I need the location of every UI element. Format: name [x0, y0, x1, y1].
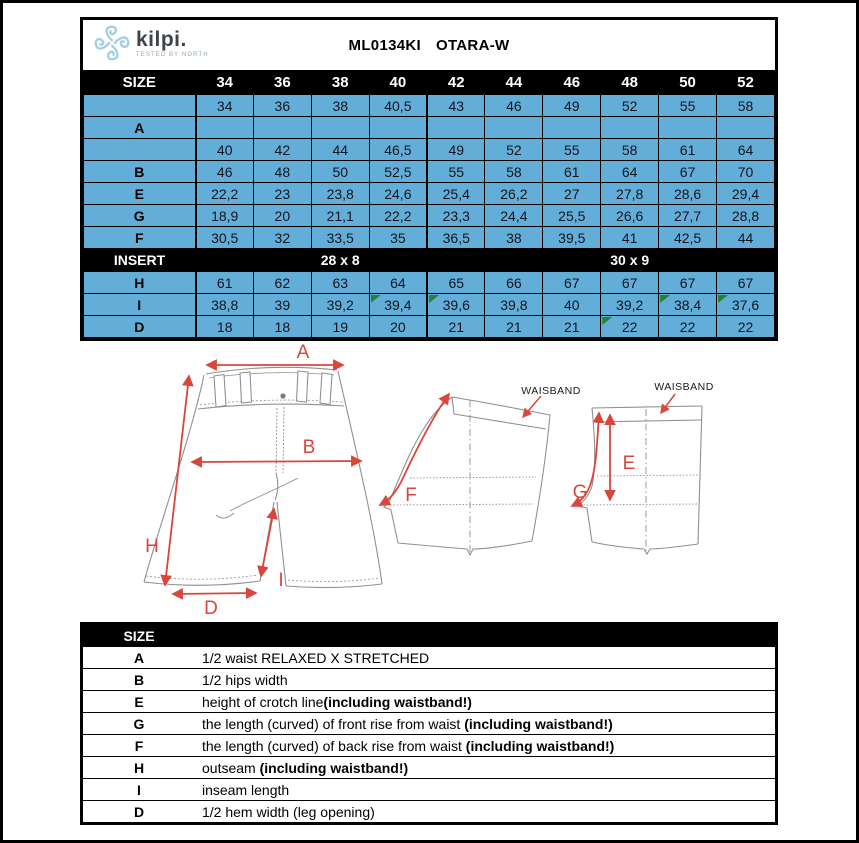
size-value-cell: 21: [427, 316, 485, 338]
product-code: ML0134KI: [348, 36, 421, 54]
legend-key: G: [83, 713, 195, 735]
size-value-cell: 32: [253, 227, 311, 249]
measurement-row: [84, 183, 775, 205]
legend-description: 1/2 hem width (leg opening): [195, 801, 775, 823]
label-D: D: [204, 598, 218, 619]
size-value-cell: 64: [717, 139, 775, 161]
size-value-cell: 58: [485, 161, 543, 183]
size-value-cell: 67: [659, 272, 717, 294]
size-value-cell: 37,6: [717, 294, 775, 316]
size-value-cell: [311, 117, 369, 139]
size-value-cell: 22: [717, 316, 775, 338]
size-value-cell: 64: [601, 161, 659, 183]
green-corner-marker: [371, 295, 381, 303]
insert-value: 28 x 8: [196, 249, 485, 272]
arrow-I: [261, 509, 274, 576]
size-value-cell: 41: [601, 227, 659, 249]
legend-key: I: [83, 779, 195, 801]
legend-description-bold: (including waistband!): [464, 715, 613, 732]
size-value-cell: 25,4: [427, 183, 485, 205]
size-value-cell: 22: [659, 316, 717, 338]
arrow-D: [173, 593, 256, 594]
measurement-row-label: A: [84, 117, 196, 139]
legend-description: inseam length: [195, 779, 775, 801]
size-value-cell: 49: [427, 139, 485, 161]
size-value-cell: 38: [485, 227, 543, 249]
label-A: A: [296, 342, 310, 363]
size-value-cell: [659, 117, 717, 139]
brand-wordmark: kilpi.: [136, 27, 187, 51]
green-corner-marker: [718, 295, 728, 303]
size-value-cell: 61: [543, 161, 601, 183]
legend-row: [83, 801, 775, 823]
size-column-header: 52: [717, 71, 775, 95]
size-value-cell: 39: [253, 294, 311, 316]
legend-description: outseam (including waistband!): [195, 757, 775, 779]
size-value-cell: 36: [253, 95, 311, 117]
size-value-cell: 21,1: [311, 205, 369, 227]
size-value-cell: 27: [543, 183, 601, 205]
size-value-cell: 61: [196, 272, 254, 294]
size-value-cell: 52: [485, 139, 543, 161]
size-value-cell: 55: [427, 161, 485, 183]
size-value-cell: [253, 117, 311, 139]
size-value-cell: 23: [253, 183, 311, 205]
legend-box: [80, 622, 778, 825]
size-value-cell: 46: [196, 161, 254, 183]
size-value-cell: 46: [485, 95, 543, 117]
front-measure-arrows: [165, 365, 361, 594]
size-column-header: 50: [659, 71, 717, 95]
label-F: F: [405, 485, 417, 506]
size-value-cell: 38,4: [659, 294, 717, 316]
legend-header-label: SIZE: [83, 625, 195, 647]
size-column-header: 38: [311, 71, 369, 95]
product-name: OTARA-W: [435, 36, 510, 54]
green-corner-marker: [660, 295, 670, 303]
label-B: B: [302, 437, 316, 458]
size-value-cell: [543, 117, 601, 139]
brand-tagline: TESTED BY NORTH: [136, 51, 209, 58]
front-measure-labels: [145, 342, 315, 619]
size-value-cell: 65: [427, 272, 485, 294]
size-value-cell: 70: [717, 161, 775, 183]
size-value-cell: 28,6: [659, 183, 717, 205]
measurement-row-label: I: [84, 294, 196, 316]
size-value-cell: 44: [311, 139, 369, 161]
size-value-cell: 20: [253, 205, 311, 227]
size-value-cell: 52,5: [369, 161, 427, 183]
legend-header-spacer: [195, 625, 775, 647]
legend-description: 1/2 hips width: [195, 669, 775, 691]
measurement-row-label: E: [84, 183, 196, 205]
size-value-cell: 67: [601, 272, 659, 294]
measurement-row: [84, 139, 775, 161]
size-table-box: [80, 17, 778, 341]
waistband-pointer-front: [661, 394, 675, 413]
size-value-cell: 42: [253, 139, 311, 161]
document-title: [83, 20, 775, 70]
size-value-cell: 22,2: [196, 183, 254, 205]
measurement-row: [84, 294, 775, 316]
size-column-header: 42: [427, 71, 485, 95]
legend-table: [83, 625, 775, 822]
size-value-cell: 24,6: [369, 183, 427, 205]
size-value-cell: 34: [196, 95, 254, 117]
insert-row: [84, 249, 775, 272]
size-column-header: 34: [196, 71, 254, 95]
back-measure-arrows: [380, 394, 541, 505]
legend-header-row: [83, 625, 775, 647]
size-value-cell: 18: [253, 316, 311, 338]
size-value-cell: 27,7: [659, 205, 717, 227]
size-value-cell: 49: [543, 95, 601, 117]
legend-row: [83, 757, 775, 779]
legend-row: [83, 735, 775, 757]
legend-row: [83, 669, 775, 691]
size-value-cell: [485, 117, 543, 139]
waistband-label-front: WAISBAND: [654, 381, 714, 393]
size-value-cell: 38: [311, 95, 369, 117]
shorts-front-sketch: [144, 367, 382, 587]
size-value-cell: [427, 117, 485, 139]
measurement-row: [84, 95, 775, 117]
measurement-row-label: [84, 95, 196, 117]
size-value-cell: 44: [717, 227, 775, 249]
measurement-row-label: F: [84, 227, 196, 249]
size-value-cell: 67: [717, 272, 775, 294]
size-value-cell: 29,4: [717, 183, 775, 205]
size-value-cell: 18,9: [196, 205, 254, 227]
size-value-cell: 24,4: [485, 205, 543, 227]
size-value-cell: 61: [659, 139, 717, 161]
arrow-H: [165, 376, 189, 585]
measurement-row: [84, 161, 775, 183]
measurement-row: [84, 227, 775, 249]
waistband-label-back: WAISBAND: [521, 385, 581, 397]
size-value-cell: [717, 117, 775, 139]
waistband-pointer-back: [523, 396, 541, 417]
back-pattern-sketch: [384, 397, 550, 555]
sketch-svg: [80, 338, 778, 622]
legend-key: A: [83, 647, 195, 669]
size-value-cell: [196, 117, 254, 139]
size-value-cell: 40,5: [369, 95, 427, 117]
size-value-cell: 33,5: [311, 227, 369, 249]
size-value-cell: 43: [427, 95, 485, 117]
insert-value: 30 x 9: [485, 249, 775, 272]
size-value-cell: 23,8: [311, 183, 369, 205]
measurement-sketches: [80, 338, 778, 622]
size-value-cell: 30,5: [196, 227, 254, 249]
measurement-row-label: B: [84, 161, 196, 183]
label-G: G: [572, 482, 588, 503]
front-pattern-sketch: [577, 406, 702, 554]
legend-key: D: [83, 801, 195, 823]
size-value-cell: 39,2: [601, 294, 659, 316]
front-pattern-arrows: [572, 394, 675, 506]
measurement-row: [84, 272, 775, 294]
size-value-cell: 42,5: [659, 227, 717, 249]
size-value-cell: 28,8: [717, 205, 775, 227]
green-corner-marker: [429, 295, 439, 303]
size-value-cell: 18: [196, 316, 254, 338]
size-value-cell: 55: [659, 95, 717, 117]
size-value-cell: 40: [543, 294, 601, 316]
size-column-header: 36: [253, 71, 311, 95]
size-value-cell: 27,8: [601, 183, 659, 205]
legend-key: B: [83, 669, 195, 691]
size-value-cell: 20: [369, 316, 427, 338]
size-value-cell: [601, 117, 659, 139]
size-value-cell: 67: [659, 161, 717, 183]
size-header-row: [84, 71, 775, 95]
size-value-cell: 26,2: [485, 183, 543, 205]
measurement-row-label: G: [84, 205, 196, 227]
size-value-cell: 39,6: [427, 294, 485, 316]
size-value-cell: 36,5: [427, 227, 485, 249]
measurement-row-label: H: [84, 272, 196, 294]
insert-label: INSERT: [84, 249, 196, 272]
measurement-row-label: D: [84, 316, 196, 338]
green-corner-marker: [602, 317, 612, 325]
size-value-cell: 58: [717, 95, 775, 117]
size-value-cell: [369, 117, 427, 139]
size-value-cell: 39,5: [543, 227, 601, 249]
size-value-cell: 19: [311, 316, 369, 338]
label-I: I: [278, 570, 284, 591]
measurement-row: [84, 117, 775, 139]
legend-row: [83, 713, 775, 735]
legend-row: [83, 647, 775, 669]
legend-row: [83, 691, 775, 713]
legend-description: the length (curved) of back rise from waist (including waistband!): [195, 735, 775, 757]
legend-description-bold: (including waistband!): [259, 759, 409, 776]
size-value-cell: 67: [543, 272, 601, 294]
size-value-cell: 23,3: [427, 205, 485, 227]
size-value-cell: 22: [601, 316, 659, 338]
measurement-row-label: [84, 139, 196, 161]
size-value-cell: 39,2: [311, 294, 369, 316]
size-value-cell: 48: [253, 161, 311, 183]
measurement-row: [84, 205, 775, 227]
size-value-cell: 22,2: [369, 205, 427, 227]
size-value-cell: 52: [601, 95, 659, 117]
legend-description: the length (curved) of front rise from waist (including waistband!): [195, 713, 775, 735]
size-value-cell: 40: [196, 139, 254, 161]
size-corner-label: SIZE: [84, 71, 196, 95]
size-value-cell: 55: [543, 139, 601, 161]
label-H: H: [145, 536, 159, 557]
size-value-cell: 39,8: [485, 294, 543, 316]
size-column-header: 40: [369, 71, 427, 95]
size-value-cell: 21: [543, 316, 601, 338]
size-value-cell: 35: [369, 227, 427, 249]
measurement-row: [84, 316, 775, 338]
size-value-cell: 66: [485, 272, 543, 294]
size-value-cell: 58: [601, 139, 659, 161]
size-chart-table: [83, 70, 775, 338]
legend-description-bold: (including waistband!): [323, 693, 472, 710]
label-E: E: [622, 453, 636, 474]
legend-key: H: [83, 757, 195, 779]
size-column-header: 46: [543, 71, 601, 95]
legend-row: [83, 779, 775, 801]
size-value-cell: 50: [311, 161, 369, 183]
size-value-cell: 38,8: [196, 294, 254, 316]
legend-key: F: [83, 735, 195, 757]
arrow-B: [192, 461, 361, 462]
size-value-cell: 39,4: [369, 294, 427, 316]
size-value-cell: 21: [485, 316, 543, 338]
legend-description-bold: (including waistband!): [465, 737, 615, 754]
size-value-cell: 62: [253, 272, 311, 294]
legend-description: 1/2 waist RELAXED X STRETCHED: [195, 647, 775, 669]
size-value-cell: 63: [311, 272, 369, 294]
legend-description: height of crotch line(including waistband!): [195, 691, 775, 713]
legend-key: E: [83, 691, 195, 713]
size-value-cell: 26,6: [601, 205, 659, 227]
size-value-cell: 46,5: [369, 139, 427, 161]
size-value-cell: 25,5: [543, 205, 601, 227]
size-value-cell: 64: [369, 272, 427, 294]
title-row: [83, 20, 775, 70]
size-column-header: 44: [485, 71, 543, 95]
size-column-header: 48: [601, 71, 659, 95]
